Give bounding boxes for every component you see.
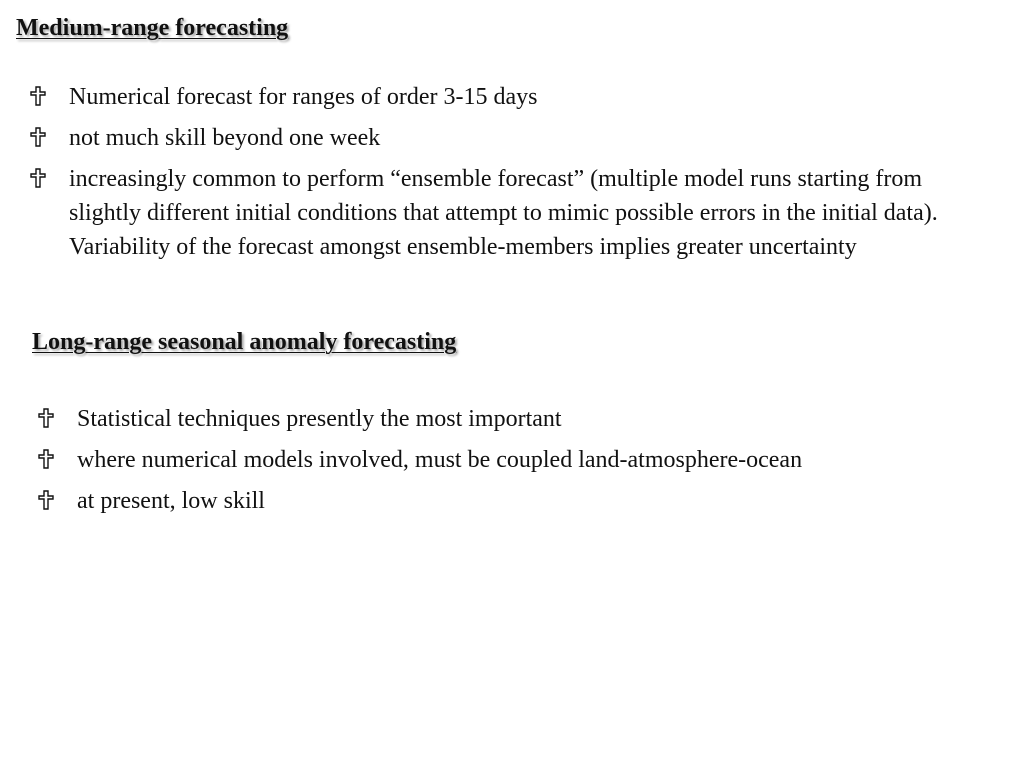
bullet-text: increasingly common to perform “ensemble forecast” (multiple model runs starting from slightly different initial conditions that attempt to mimic possible errors in the initial data). Variability of the forecast amongst ensemble-members implies greater uncertainty [69,166,938,260]
bullet-text: Numerical forecast for ranges of order 3-15 days [69,84,538,110]
bullet-list-long-range [38,402,998,525]
bullet-text: at present, low skill [77,488,265,514]
bullet-text: where numerical models involved, must be coupled land-atmosphere-ocean [77,447,803,473]
list-item [30,121,990,155]
section-heading-long-range: Long-range seasonal anomaly forecasting [32,329,457,355]
list-item [30,80,990,114]
cross-icon [30,121,54,155]
bullet-text: Statistical techniques presently the most important [77,406,562,432]
cross-icon [38,443,62,477]
list-item [30,162,990,264]
cross-icon [38,484,62,518]
section-heading-medium-range: Medium-range forecasting [16,15,289,41]
cross-icon [30,80,54,114]
bullet-text: not much skill beyond one week [69,125,381,151]
bullet-list-medium-range [30,80,990,271]
cross-icon [38,402,62,436]
list-item [38,443,998,477]
list-item [38,484,998,518]
list-item [38,402,998,436]
cross-icon [30,162,54,196]
